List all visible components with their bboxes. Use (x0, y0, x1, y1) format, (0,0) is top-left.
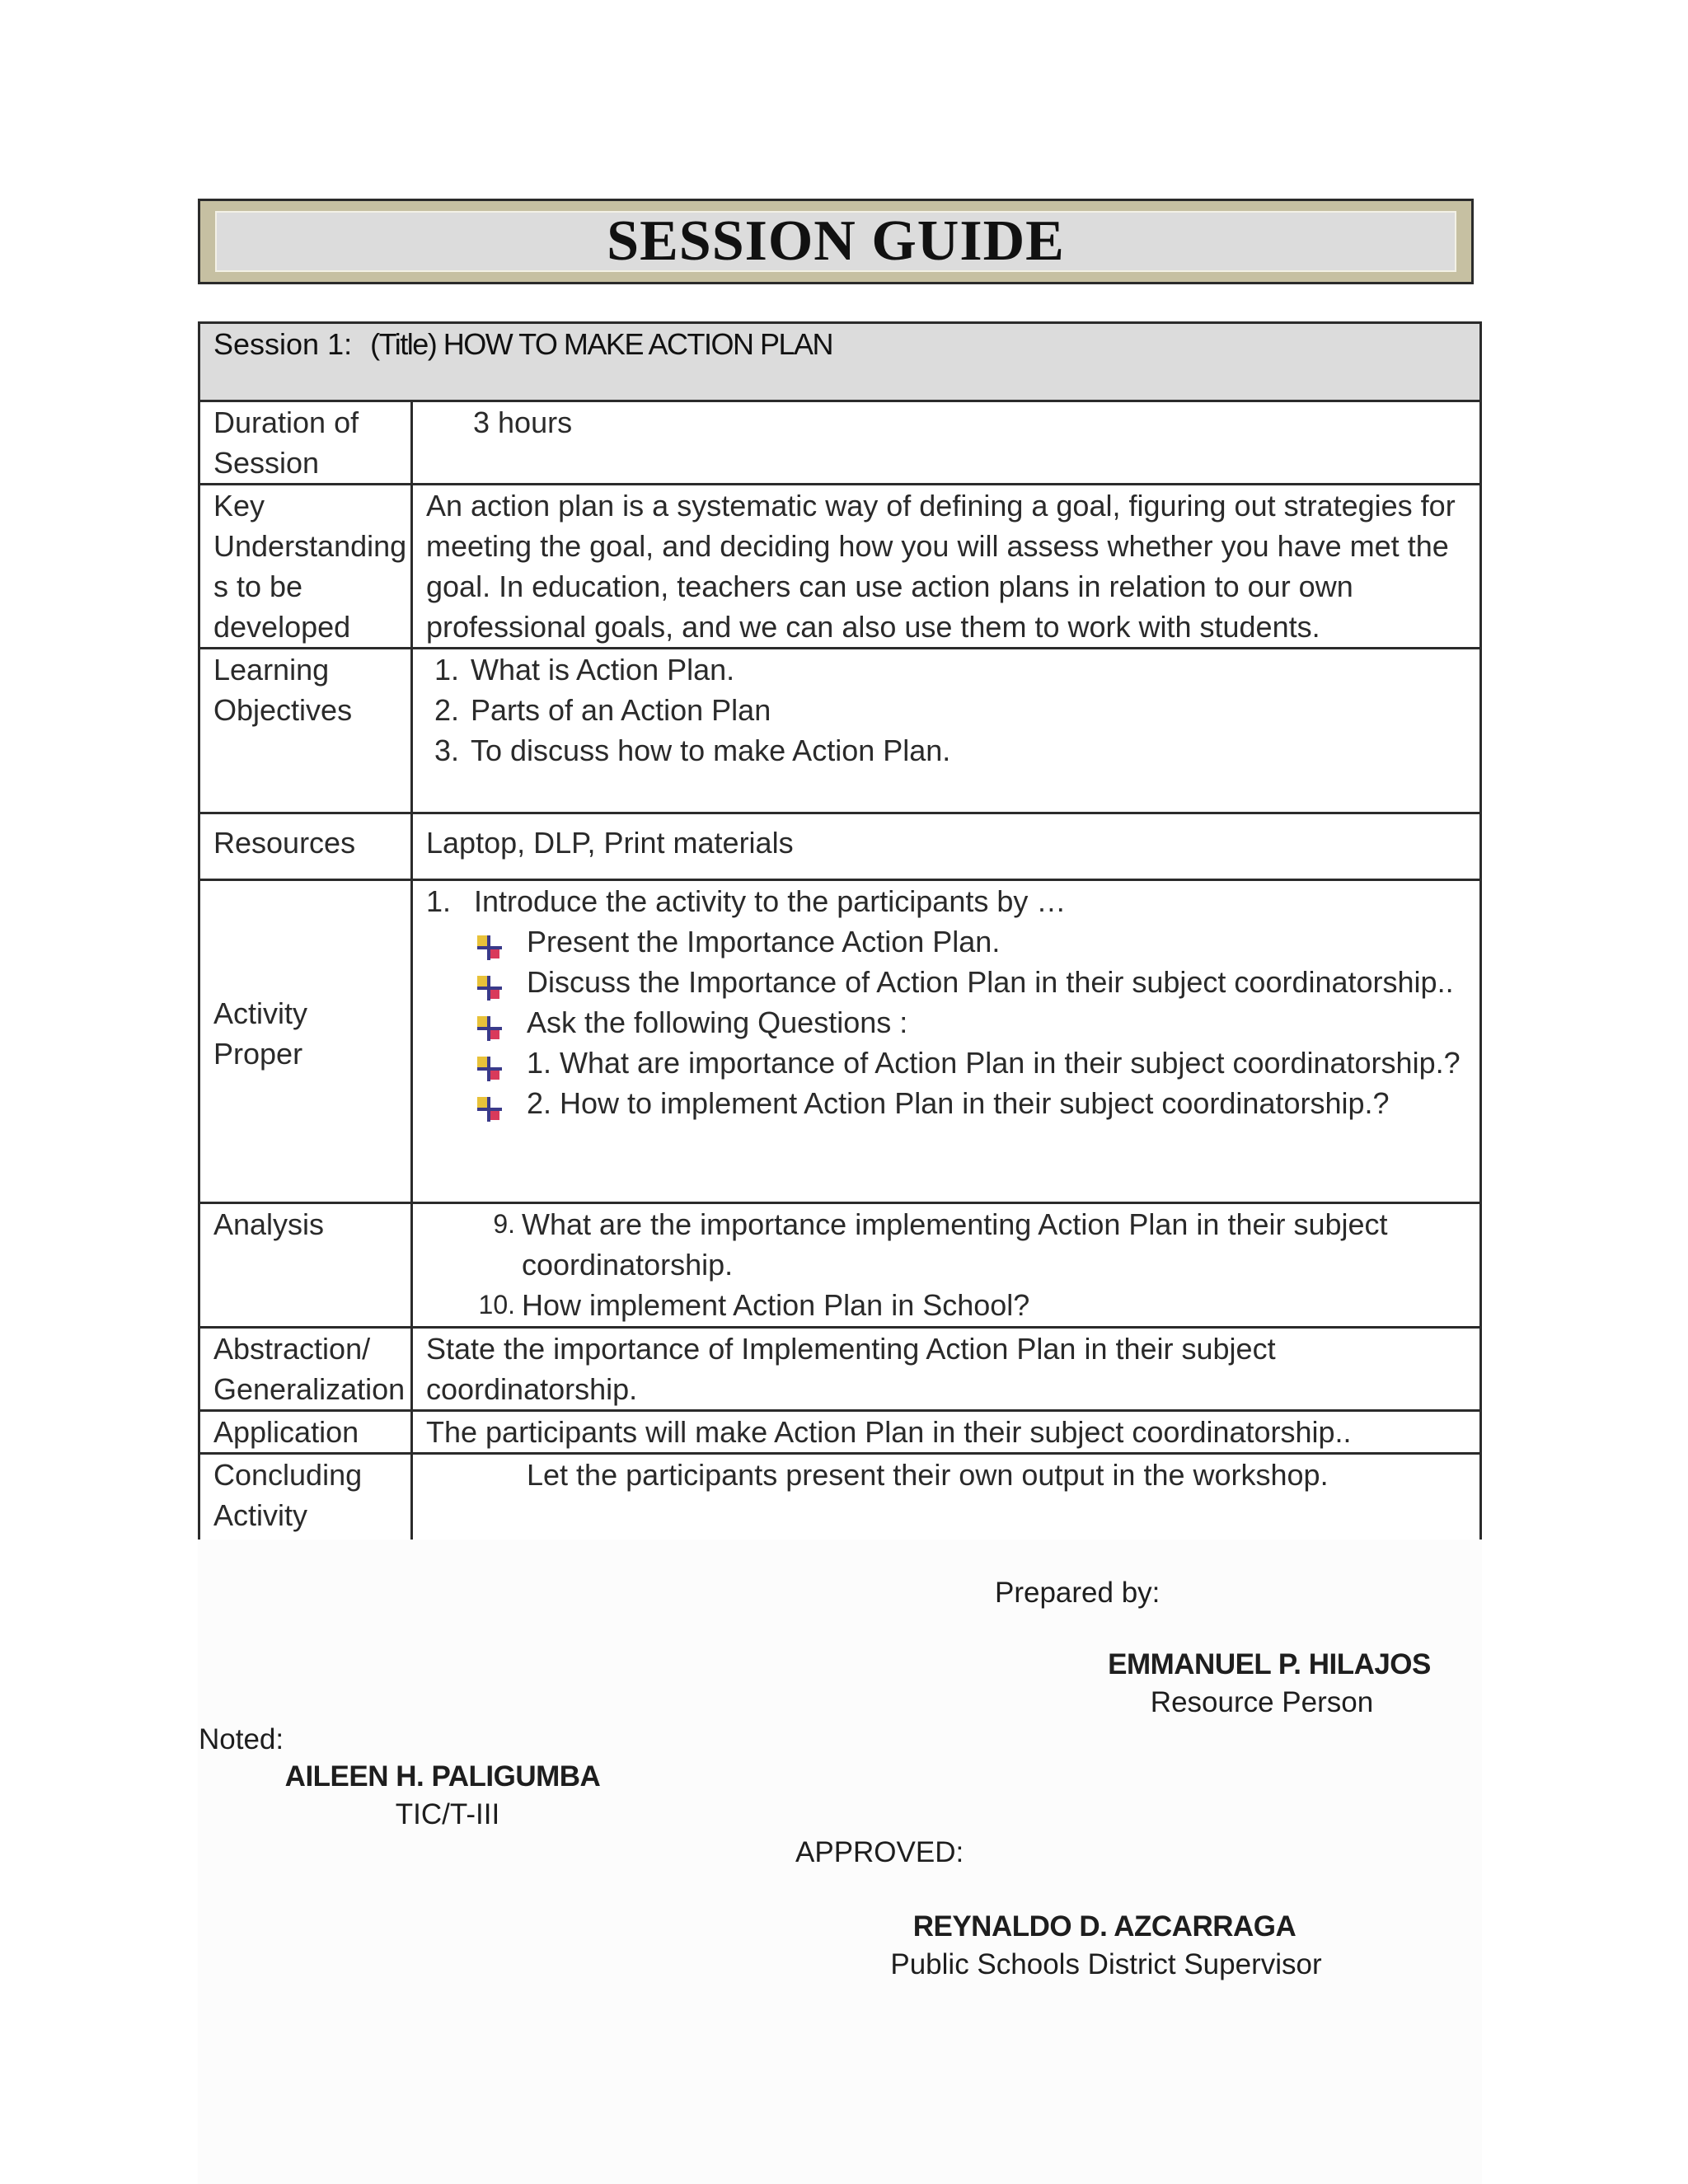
activity-bullet-text: Ask the following Questions : (527, 1005, 908, 1039)
session-number: Session 1: (213, 327, 353, 361)
resources-value: Laptop, DLP, Print materials (412, 813, 1481, 880)
session-header-row (199, 323, 1481, 401)
noted-label: Noted: (199, 1723, 284, 1755)
session-title: (Title) HOW TO MAKE ACTION PLAN (370, 327, 833, 361)
four-way-arrow-bullet-icon (477, 1097, 502, 1122)
analysis-item-text: How implement Action Plan in School? (522, 1288, 1030, 1322)
concluding-activity-value: Let the participants present their own output in the workshop. (527, 1458, 1329, 1492)
key-label-line4: developed (213, 610, 351, 644)
activity-bullet-item (477, 921, 1466, 962)
title-banner-inner (215, 211, 1456, 272)
duration-label-line1: Duration of (213, 405, 359, 439)
resources-row (199, 813, 1481, 880)
activity-intro (426, 881, 1466, 921)
analysis-item-text: What are the importance implementing Action Plan in their subject coordinatorship. (522, 1207, 1388, 1282)
page-title: SESSION GUIDE (607, 209, 1065, 273)
concluding-label-line2: Activity (213, 1498, 308, 1532)
abstraction-label (199, 1328, 412, 1411)
duration-label-line2: Session (213, 446, 320, 480)
four-way-arrow-bullet-icon (477, 1057, 502, 1081)
key-label-line1: Key (213, 489, 265, 523)
application-row (199, 1411, 1481, 1454)
key-understandings-value: An action plan is a systematic way of defining a goal, figuring out strategies for meeting the goal, and deciding how you will assess whether you have met the goal. In education, teachers can use action plans in relation to our own professional goals, and we can also use them to work with students. (412, 485, 1481, 649)
key-understandings-label (199, 485, 412, 649)
objective-item: 2. Parts of an Action Plan (467, 690, 1466, 730)
analysis-item (426, 1204, 1466, 1285)
resources-label: Resources (199, 813, 412, 880)
activity-intro-text: Introduce the activity to the participants by … (474, 884, 1067, 918)
activity-proper-row (199, 880, 1481, 1203)
activity-proper-cell (412, 880, 1481, 1203)
noter-role: TIC/T-III (395, 1798, 500, 1830)
activity-bullet-text: 2. How to implement Action Plan in their subject coordinatorship.? (527, 1086, 1390, 1120)
duration-row (199, 401, 1481, 485)
activity-intro-number: 1. (426, 884, 452, 918)
learning-objectives-row (199, 649, 1481, 813)
abstraction-label-line2: Generalization (213, 1372, 406, 1406)
activity-bullet-item (477, 1043, 1466, 1083)
concluding-label-line1: Concluding (213, 1458, 363, 1492)
activity-bullet-text: Discuss the Importance of Action Plan in their subject coordinatorship.. (527, 965, 1454, 999)
abstraction-value: State the importance of Implementing Action Plan in their subject coordinatorship. (412, 1328, 1481, 1411)
analysis-row (199, 1203, 1481, 1328)
activity-label-text: Activity Proper (213, 996, 308, 1071)
objective-item: 3. To discuss how to make Action Plan. (467, 730, 1466, 771)
activity-bullet-text: Present the Importance Action Plan. (527, 925, 1001, 958)
learning-objectives-label (199, 649, 412, 813)
activity-proper-label (199, 880, 412, 1203)
activity-bullet-item (477, 1083, 1466, 1123)
approver-name: REYNALDO D. AZCARRAGA (912, 1910, 1296, 1943)
application-label: Application (199, 1411, 412, 1454)
duration-label (199, 401, 412, 485)
four-way-arrow-bullet-icon (477, 976, 502, 1001)
analysis-item (426, 1285, 1466, 1325)
preparer-role: Resource Person (1150, 1686, 1374, 1718)
analysis-cell (412, 1203, 1481, 1328)
abstraction-row (199, 1328, 1481, 1411)
objectives-list (426, 649, 1466, 771)
approver-role: Public Schools District Supervisor (890, 1948, 1322, 1980)
concluding-activity-cell (412, 1454, 1481, 1542)
approved-label: APPROVED: (795, 1836, 964, 1868)
concluding-activity-row (199, 1454, 1481, 1542)
analysis-item-number: 9. (493, 1209, 515, 1239)
session-header-cell (199, 323, 1481, 401)
activity-bullet-text: 1. What are importance of Action Plan in their subject coordinatorship.? (527, 1046, 1461, 1080)
key-label-line3: s to be (213, 569, 303, 603)
learning-objectives-cell (412, 649, 1481, 813)
abstraction-label-line1: Abstraction/ (213, 1332, 371, 1366)
objectives-label-line1: Learning (213, 653, 330, 687)
four-way-arrow-bullet-icon (477, 935, 502, 960)
analysis-item-number: 10. (478, 1290, 515, 1319)
objectives-label-line2: Objectives (213, 693, 353, 727)
prepared-by-label: Prepared by: (995, 1577, 1160, 1609)
activity-bullet-item (477, 1002, 1466, 1043)
objective-item: 1. What is Action Plan. (467, 649, 1466, 690)
analysis-list (426, 1204, 1466, 1325)
preparer-name: EMMANUEL P. HILAJOS (1108, 1648, 1431, 1680)
key-understandings-row (199, 485, 1481, 649)
title-banner (198, 199, 1474, 284)
four-way-arrow-bullet-icon (477, 1016, 502, 1041)
application-value: The participants will make Action Plan in their subject coordinatorship.. (412, 1411, 1481, 1454)
session-guide-table (198, 321, 1482, 1543)
activity-bullet-item (477, 962, 1466, 1002)
analysis-label: Analysis (199, 1203, 412, 1328)
noter-name: AILEEN H. PALIGUMBA (284, 1760, 601, 1793)
key-label-line2: Understanding (213, 529, 407, 563)
activity-bullet-list (426, 921, 1466, 1123)
concluding-activity-label (199, 1454, 412, 1542)
duration-value: 3 hours (473, 405, 573, 439)
duration-value-cell (412, 401, 1481, 485)
